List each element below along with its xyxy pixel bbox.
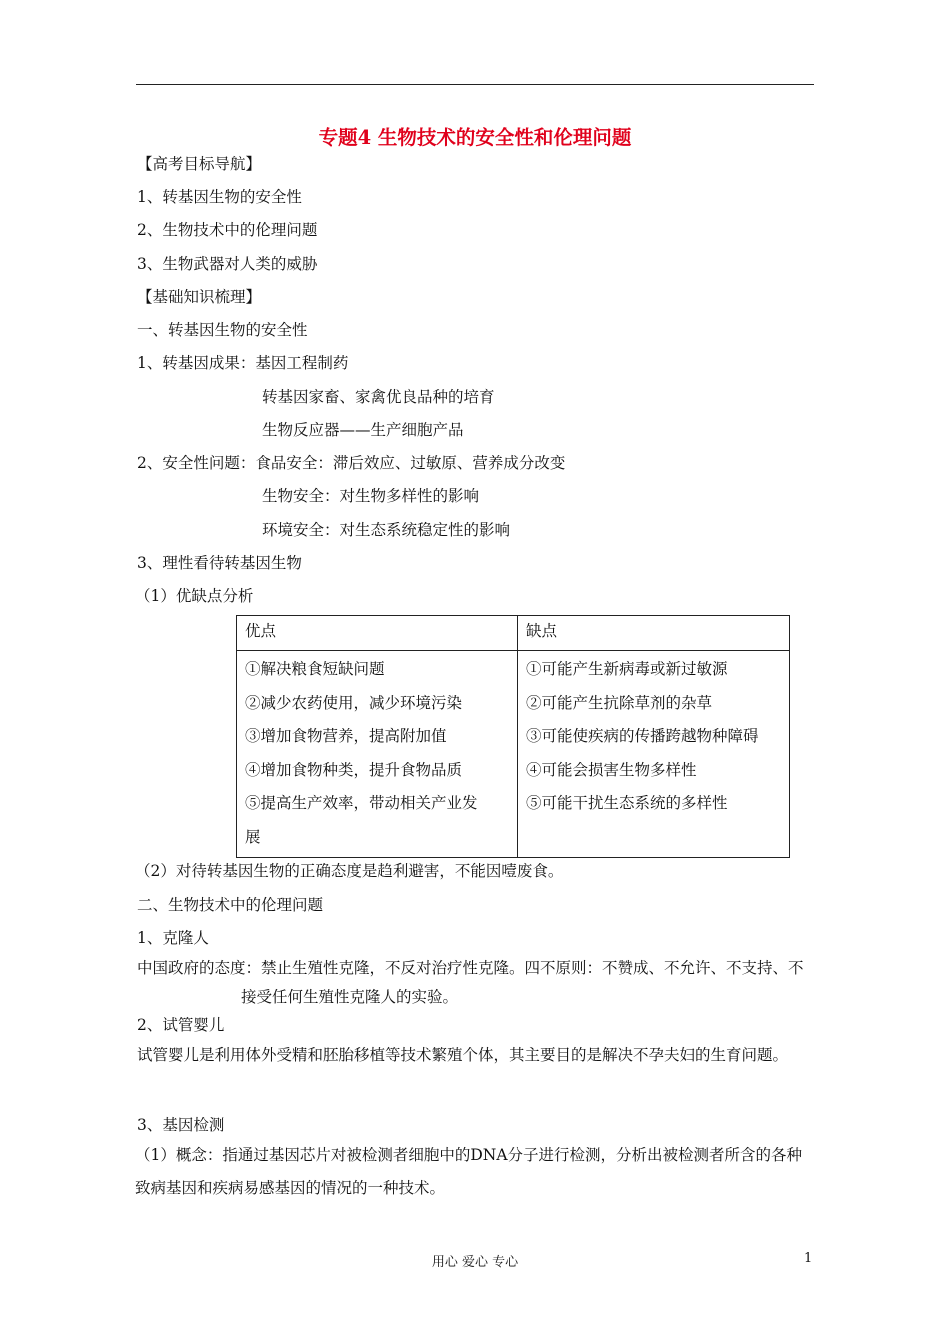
- footer-slogan: 用心 爱心 专心: [431, 1255, 519, 1270]
- subsection-heading: 3、理性看待转基因生物: [137, 554, 302, 572]
- gene-test-paragraph: （1）概念：指通过基因芯片对被检测者细胞中的DNA分子进行检测，分析出被检测者所含的各种致病基因和疾病易感基因的情况的一种技术。: [135, 1146, 803, 1197]
- cons-item: ⑤可能干扰生态系统的多样性: [526, 794, 728, 812]
- clone-text-line: 接受任何生殖性克隆人的实验。: [241, 988, 459, 1006]
- basics-header: 【基础知识梳理】: [137, 288, 262, 306]
- safety-line: 2、安全性问题：食品安全：滞后效应、过敏原、营养成分改变: [137, 454, 566, 472]
- pros-item: ④增加食物种类，提升食物品质: [245, 760, 463, 779]
- header-rule: [136, 84, 814, 85]
- cons-item: ④可能会损害生物多样性: [526, 760, 697, 779]
- safety-item: 环境安全：对生态系统稳定性的影响: [262, 521, 511, 539]
- pros-cell: [237, 651, 518, 858]
- section-heading: 一、转基因生物的安全性: [137, 321, 308, 339]
- gene-test-heading: 3、基因检测: [137, 1116, 225, 1134]
- pros-cons-table: [236, 615, 790, 858]
- achievements-line: 1、转基因成果：基因工程制药: [137, 354, 349, 372]
- analysis-label: （1）优缺点分析: [135, 587, 254, 605]
- page-title: 专题4 生物技术的安全性和伦理问题: [318, 126, 632, 149]
- safety-item: 生物安全：对生物多样性的影响: [262, 487, 480, 505]
- cons-item: ③可能使疾病的传播跨越物种障碍: [526, 727, 759, 745]
- pros-item: 展: [245, 827, 261, 846]
- clone-paragraph: [137, 956, 817, 1007]
- table-header-pros: 优点: [237, 616, 518, 651]
- clone-text-line: 中国政府的态度：禁止生殖性克隆，不反对治疗性克隆。四不原则：不赞成、不允许、不支持、不: [137, 959, 804, 977]
- achievements-item: 转基因家畜、家禽优良品种的培育: [262, 388, 495, 406]
- cons-item: ②可能产生抗除草剂的杂草: [526, 693, 713, 712]
- goals-header: 【高考目标导航】: [137, 155, 262, 173]
- section-heading: 二、生物技术中的伦理问题: [137, 896, 324, 914]
- page-number: 1: [804, 1251, 813, 1266]
- goal-item: 2、生物技术中的伦理问题: [137, 221, 318, 239]
- attitude-line: （2）对待转基因生物的正确态度是趋利避害，不能因噎废食。: [135, 862, 564, 880]
- cons-item: ①可能产生新病毒或新过敏源: [526, 660, 728, 678]
- pros-item: ③增加食物营养，提高附加值: [245, 727, 447, 745]
- pros-item: ②减少农药使用，减少环境污染: [245, 693, 463, 712]
- goal-item: 3、生物武器对人类的威胁: [137, 255, 318, 273]
- goal-item: 1、转基因生物的安全性: [137, 188, 302, 206]
- achievements-item: 生物反应器——生产细胞产品: [262, 421, 464, 439]
- clone-heading: 1、克隆人: [137, 929, 209, 947]
- pros-item: ①解决粮食短缺问题: [245, 660, 385, 678]
- pros-item: ⑤提高生产效率，带动相关产业发: [245, 794, 478, 812]
- cons-cell: [518, 651, 790, 858]
- table-header-cons: 缺点: [518, 616, 790, 651]
- ivf-paragraph: 试管婴儿是利用体外受精和胚胎移植等技术繁殖个体，其主要目的是解决不孕夫妇的生育问题。: [137, 1046, 789, 1064]
- ivf-heading: 2、试管婴儿: [137, 1016, 225, 1034]
